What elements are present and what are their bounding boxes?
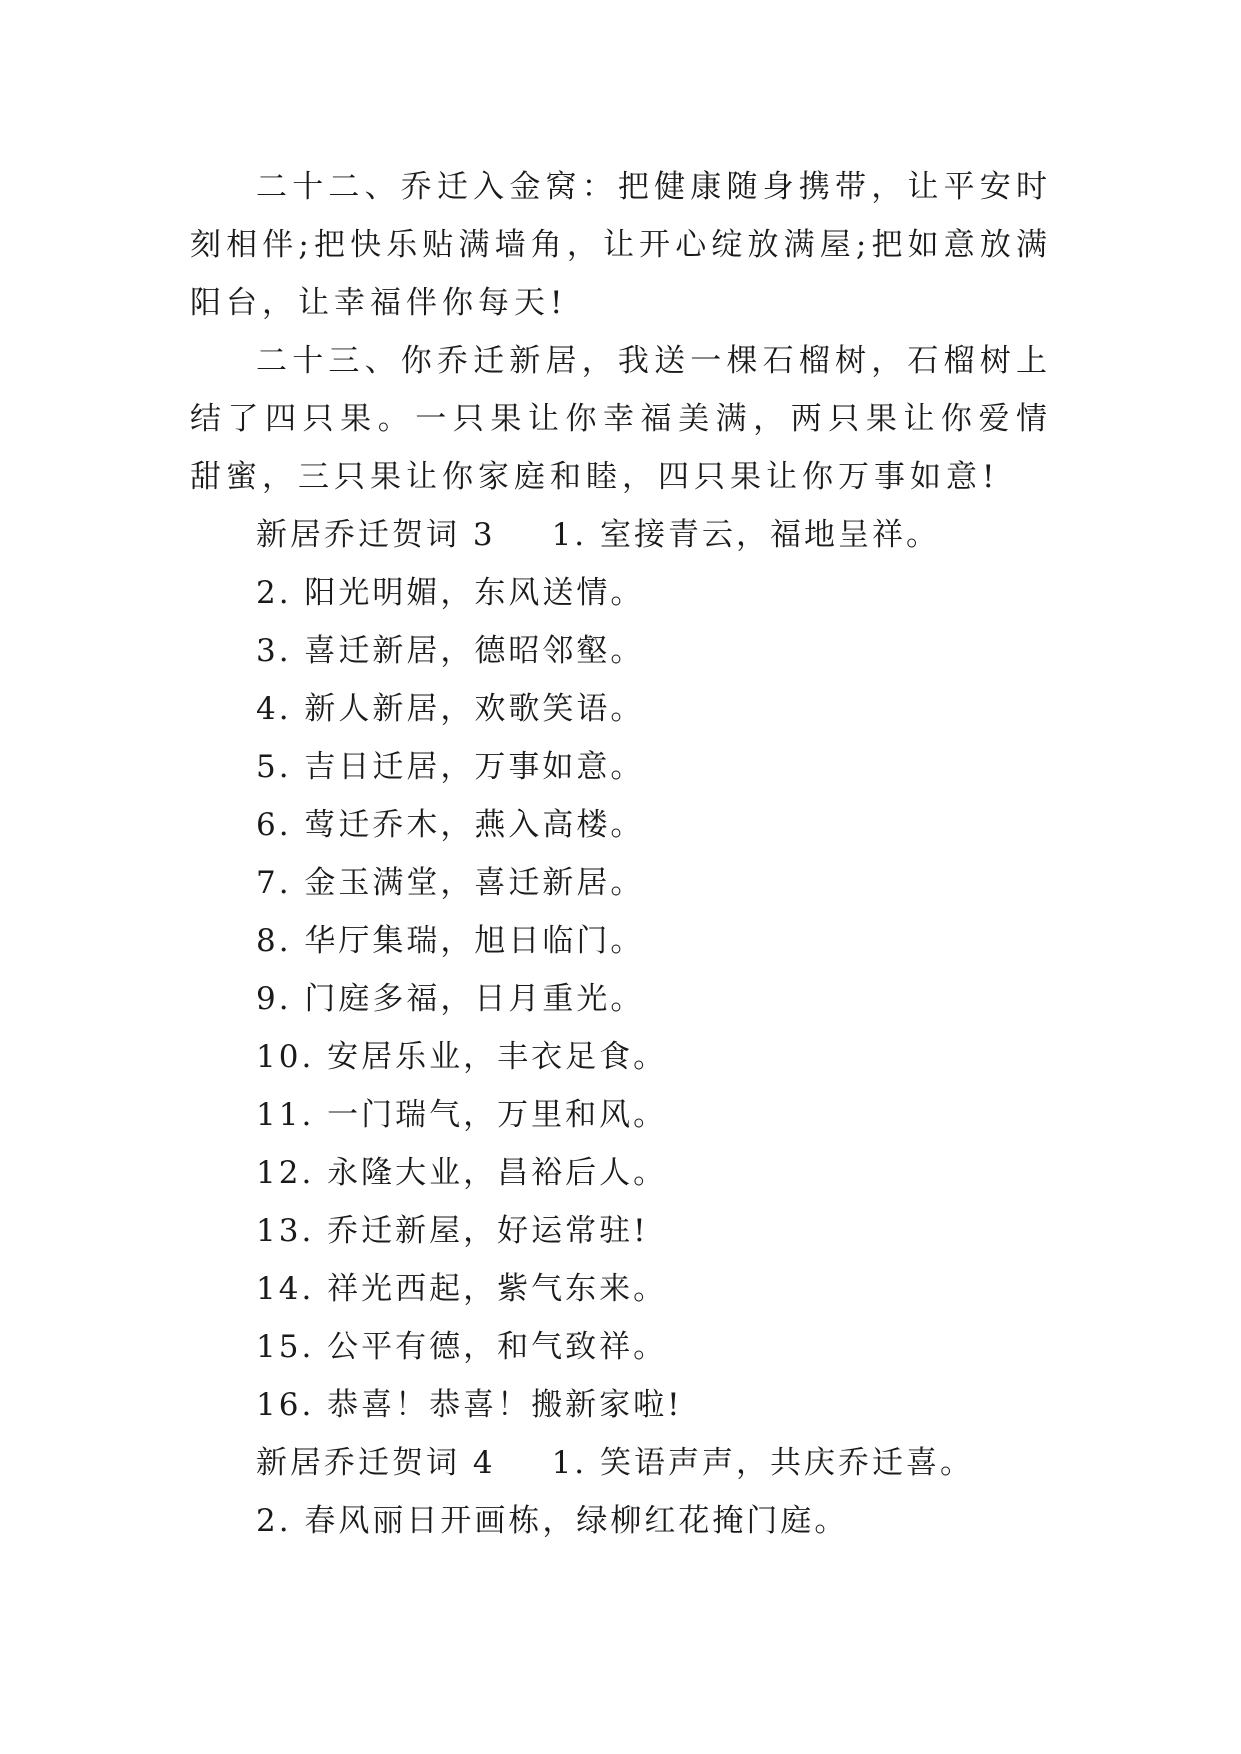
section-3-heading-line xyxy=(190,506,1052,564)
section-4-heading-line xyxy=(190,1434,1052,1492)
section-3-item: 10. 安居乐业，丰衣足食。 xyxy=(256,1039,668,1075)
paragraph-23: 二十三、你乔迁新居，我送一棵石榴树，石榴树上结了四只果。一只果让你幸福美满，两只果让你爱情甜蜜，三只果让你家庭和睦，四只果让你万事如意! xyxy=(190,343,1052,495)
section-3-item: 16. 恭喜！恭喜！搬新家啦! xyxy=(256,1387,683,1423)
section-3-item: 7. 金玉满堂，喜迁新居。 xyxy=(256,865,645,901)
section-4-item: 2. 春风丽日开画栋，绿柳红花掩门庭。 xyxy=(256,1503,849,1539)
section-3-item: 12. 永隆大业，昌裕后人。 xyxy=(256,1155,668,1191)
section-3-item: 5. 吉日迁居，万事如意。 xyxy=(256,749,645,785)
section-3-item: 2. 阳光明媚，东风送情。 xyxy=(256,575,645,611)
section-4-item-1: 1. 笑语声声，共庆乔迁喜。 xyxy=(551,1445,975,1481)
section-3-item: 13. 乔迁新屋，好运常驻! xyxy=(256,1213,649,1249)
section-3-item: 14. 祥光西起，紫气东来。 xyxy=(256,1271,668,1307)
section-3-item-1: 1. 室接青云，福地呈祥。 xyxy=(551,517,941,553)
section-3-item: 3. 喜迁新居，德昭邻壑。 xyxy=(256,633,645,669)
section-3-item: 6. 莺迁乔木，燕入高楼。 xyxy=(256,807,645,843)
document-page xyxy=(190,158,1052,1550)
section-3-item: 9. 门庭多福，日月重光。 xyxy=(256,981,645,1017)
section-3-item: 8. 华厅集瑞，旭日临门。 xyxy=(256,923,645,959)
section-3-item: 15. 公平有德，和气致祥。 xyxy=(256,1329,668,1365)
section-3-item: 11. 一门瑞气，万里和风。 xyxy=(256,1097,668,1133)
paragraph-22: 二十二、乔迁入金窝：把健康随身携带，让平安时刻相伴;把快乐贴满墙角，让开心绽放满屋;把如意放满阳台，让幸福伴你每天! xyxy=(190,169,1052,321)
section-4-heading: 新居乔迁贺词 4 xyxy=(256,1445,496,1481)
section-3-item: 4. 新人新居，欢歌笑语。 xyxy=(256,691,645,727)
section-3-heading: 新居乔迁贺词 3 xyxy=(256,517,496,553)
